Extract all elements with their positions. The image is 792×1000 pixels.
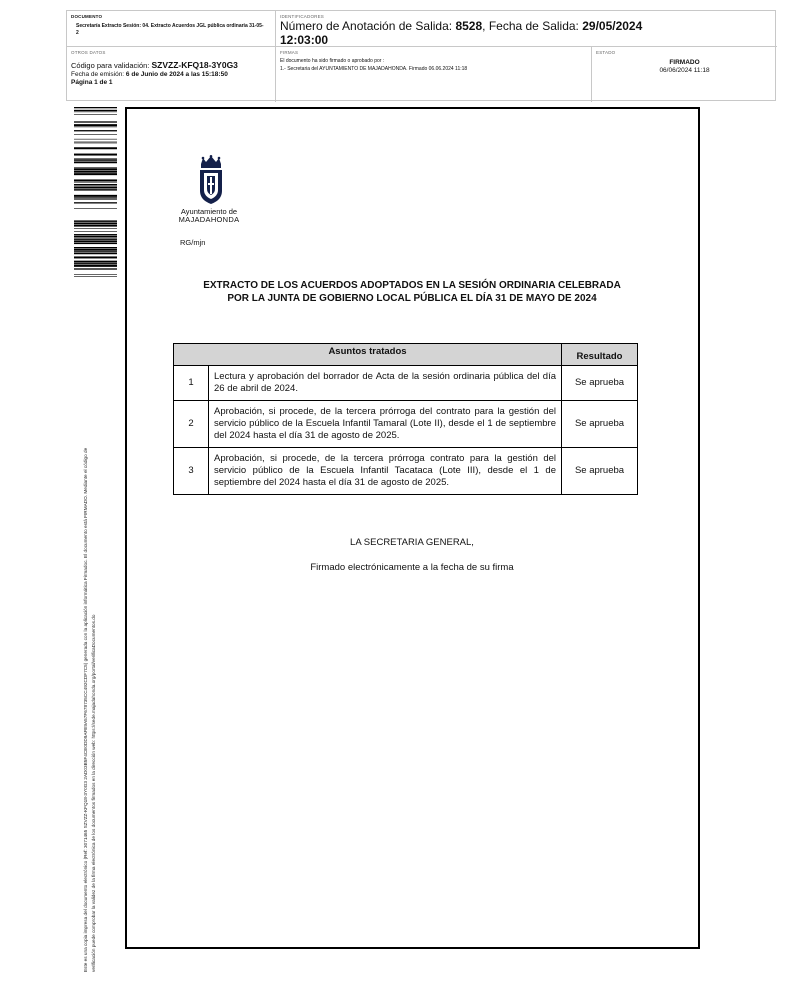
anotacion-number: 8528 — [455, 19, 483, 33]
document-reference: RG/mjn — [180, 238, 206, 247]
row-number: 1 — [174, 366, 209, 401]
estado-label: ESTADO — [596, 50, 616, 55]
estado-date: 06/06/2024 11:18 — [659, 67, 710, 74]
barcode-bar — [74, 276, 117, 277]
codigo-validacion — [71, 61, 238, 70]
barcode-bar — [74, 173, 117, 175]
barcode-bar — [74, 189, 117, 190]
header-subject: Asuntos tratados — [174, 344, 562, 366]
barcode-bar — [74, 228, 117, 229]
barcode-bar — [74, 268, 117, 269]
side-text-line1: Este es una copia impresa del documento electrónico (Ref: 3071465 SZVZZ-KFQ18-3Y0G3 2AD03B5F4CE0DD9AFE9A57F678735CC492CDF7C5) generada con la aplicación informática Firmadoc. El documento está FIRMADO. Mediante el código de — [83, 447, 88, 972]
document-title — [172, 280, 652, 305]
barcode-icon — [74, 107, 117, 277]
firmas-signer: 1.- Secretaria del AYUNTAMIENTO DE MAJADAHONDA. Firmado 06.06.2024 11:18 — [280, 66, 468, 72]
asuntos-table — [173, 343, 638, 495]
barcode-bar — [74, 253, 117, 254]
barcode-bar — [74, 220, 117, 221]
logo-text-line2: MAJADAHONDA — [178, 215, 240, 224]
firmas-cell — [276, 47, 592, 102]
barcode-bar — [74, 124, 117, 126]
fecha-prefix: , Fecha de Salida: — [482, 19, 583, 33]
barcode-bar — [74, 240, 117, 242]
otros-datos-label: OTROS DATOS — [71, 50, 106, 55]
barcode-bar — [74, 186, 117, 187]
table-row — [174, 448, 638, 495]
anotacion-info — [280, 19, 770, 47]
anotacion-prefix: Número de Anotación de Salida: — [280, 19, 456, 33]
header-result: Resultado — [562, 344, 638, 366]
barcode-bar — [74, 171, 117, 173]
barcode-bar — [74, 256, 117, 258]
row-number: 3 — [174, 448, 209, 495]
fecha-emision — [71, 71, 228, 79]
barcode-bar — [74, 261, 117, 263]
barcode-bar — [74, 274, 117, 275]
barcode-bar — [74, 231, 117, 232]
barcode-bar — [74, 182, 117, 183]
row-subject: Aprobación, si procede, de la tercera prórroga contrato para la gestión del servicio público de la Escuela Infantil Tacataca (Lote III), desde el 1 de septiembre del 2024 hasta el día 31 de agosto de 2025. — [209, 448, 562, 495]
codigo-value[interactable]: SZVZZ-KFQ18-3Y0G3 — [151, 60, 238, 70]
verification-side-text — [82, 307, 98, 972]
barcode-bar — [74, 202, 117, 203]
barcode-bar — [74, 112, 117, 113]
barcode-bar — [74, 162, 117, 163]
barcode-bar — [74, 142, 117, 143]
barcode-bar — [74, 184, 117, 185]
signature-role: LA SECRETARIA GENERAL, — [350, 537, 474, 548]
identificadores-cell — [276, 11, 777, 47]
barcode-bar — [74, 265, 117, 267]
logo-text-line1: Ayuntamiento de — [180, 207, 238, 216]
barcode-bar — [74, 130, 117, 131]
firmas-label: FIRMAS — [280, 50, 299, 55]
barcode-bar — [74, 263, 117, 264]
row-result: Se aprueba — [562, 366, 638, 401]
barcode-bar — [74, 147, 117, 149]
row-number: 2 — [174, 401, 209, 448]
barcode-bar — [74, 223, 117, 224]
row-result: Se aprueba — [562, 448, 638, 495]
barcode-bar — [74, 127, 117, 128]
barcode-bar — [74, 187, 117, 188]
barcode-bar — [74, 236, 117, 237]
signature-note: Firmado electrónicamente a la fecha de su firma — [310, 562, 514, 573]
barcode-bar — [74, 238, 117, 239]
barcode-bar — [74, 234, 117, 235]
barcode-bar — [74, 167, 117, 168]
page-frame — [125, 107, 700, 949]
title-line2: POR LA JUNTA DE GOBIERNO LOCAL PÚBLICA EL DÍA 31 DE MAYO DE 2024 — [227, 292, 597, 304]
barcode-bar — [74, 190, 117, 191]
barcode-bar — [74, 251, 117, 252]
barcode-bar — [74, 143, 117, 144]
document-header — [66, 10, 776, 101]
barcode-bar — [74, 158, 117, 159]
barcode-bar — [74, 114, 117, 115]
table-row — [174, 401, 638, 448]
barcode-bar — [74, 208, 117, 209]
side-text-line2: verificación puede comprobar la validez de la firma electrónica de los documentos firmados en la dirección web: https://sede.majadahonda.org/portal/verificaDocumentos.do — [91, 614, 96, 972]
barcode-bar — [74, 195, 117, 197]
barcode-bar — [74, 247, 117, 248]
barcode-bar — [74, 249, 117, 251]
barcode-bar — [74, 168, 117, 170]
codigo-prefix: Código para validación: — [71, 61, 152, 70]
barcode-bar — [74, 160, 117, 161]
table-row — [174, 366, 638, 401]
barcode-bar — [74, 243, 117, 244]
identificadores-label: IDENTIFICADORES — [280, 14, 325, 19]
barcode-bar — [74, 199, 117, 200]
emision-prefix: Fecha de emisión: — [71, 71, 126, 78]
barcode-bar — [74, 134, 117, 135]
hora-salida: 12:03:00 — [280, 33, 329, 47]
row-result: Se aprueba — [562, 401, 638, 448]
barcode-bar — [74, 154, 117, 156]
barcode-bar — [74, 179, 117, 181]
title-line1: EXTRACTO DE LOS ACUERDOS ADOPTADOS EN LA SESIÓN ORDINARIA CELEBRADA — [203, 280, 621, 291]
documento-label: DOCUMENTO — [71, 14, 103, 19]
barcode-bar — [74, 107, 117, 108]
barcode-bar — [74, 139, 117, 140]
estado-cell — [592, 47, 777, 102]
estado-status: FIRMADO — [669, 59, 700, 66]
barcode-bar — [74, 121, 117, 122]
emision-value: 6 de Junio de 2024 a las 15:18:50 — [125, 71, 228, 78]
barcode-bar — [74, 225, 117, 227]
row-subject: Aprobación, si procede, de la tercera prórroga del contrato para la gestión del servicio público de la Escuela Infantil Tamaral (Lote II), desde el 1 de septiembre del 2024 hasta el día 31 de agosto de 2025. — [209, 401, 562, 448]
barcode-bar — [74, 110, 117, 111]
documento-description: Secretaría Extracto Sesión: 04. Extracto Acuerdos JGL pública ordinaria 31-05-2 — [76, 23, 264, 36]
otros-datos-cell — [67, 47, 276, 102]
firmas-intro: El documento ha sido firmado o aprobado por : — [280, 58, 385, 64]
page-count: Página 1 de 1 — [71, 79, 113, 86]
documento-cell — [67, 11, 276, 47]
row-subject: Lectura y aprobación del borrador de Acta de la sesión ordinaria pública del día 26 de abril de 2024. — [209, 366, 562, 401]
barcode-bar — [74, 221, 117, 222]
fecha-salida: 29/05/2024 — [582, 19, 643, 33]
barcode-bar — [74, 197, 117, 198]
table-header-row — [174, 344, 638, 366]
barcode-bar — [74, 239, 117, 240]
